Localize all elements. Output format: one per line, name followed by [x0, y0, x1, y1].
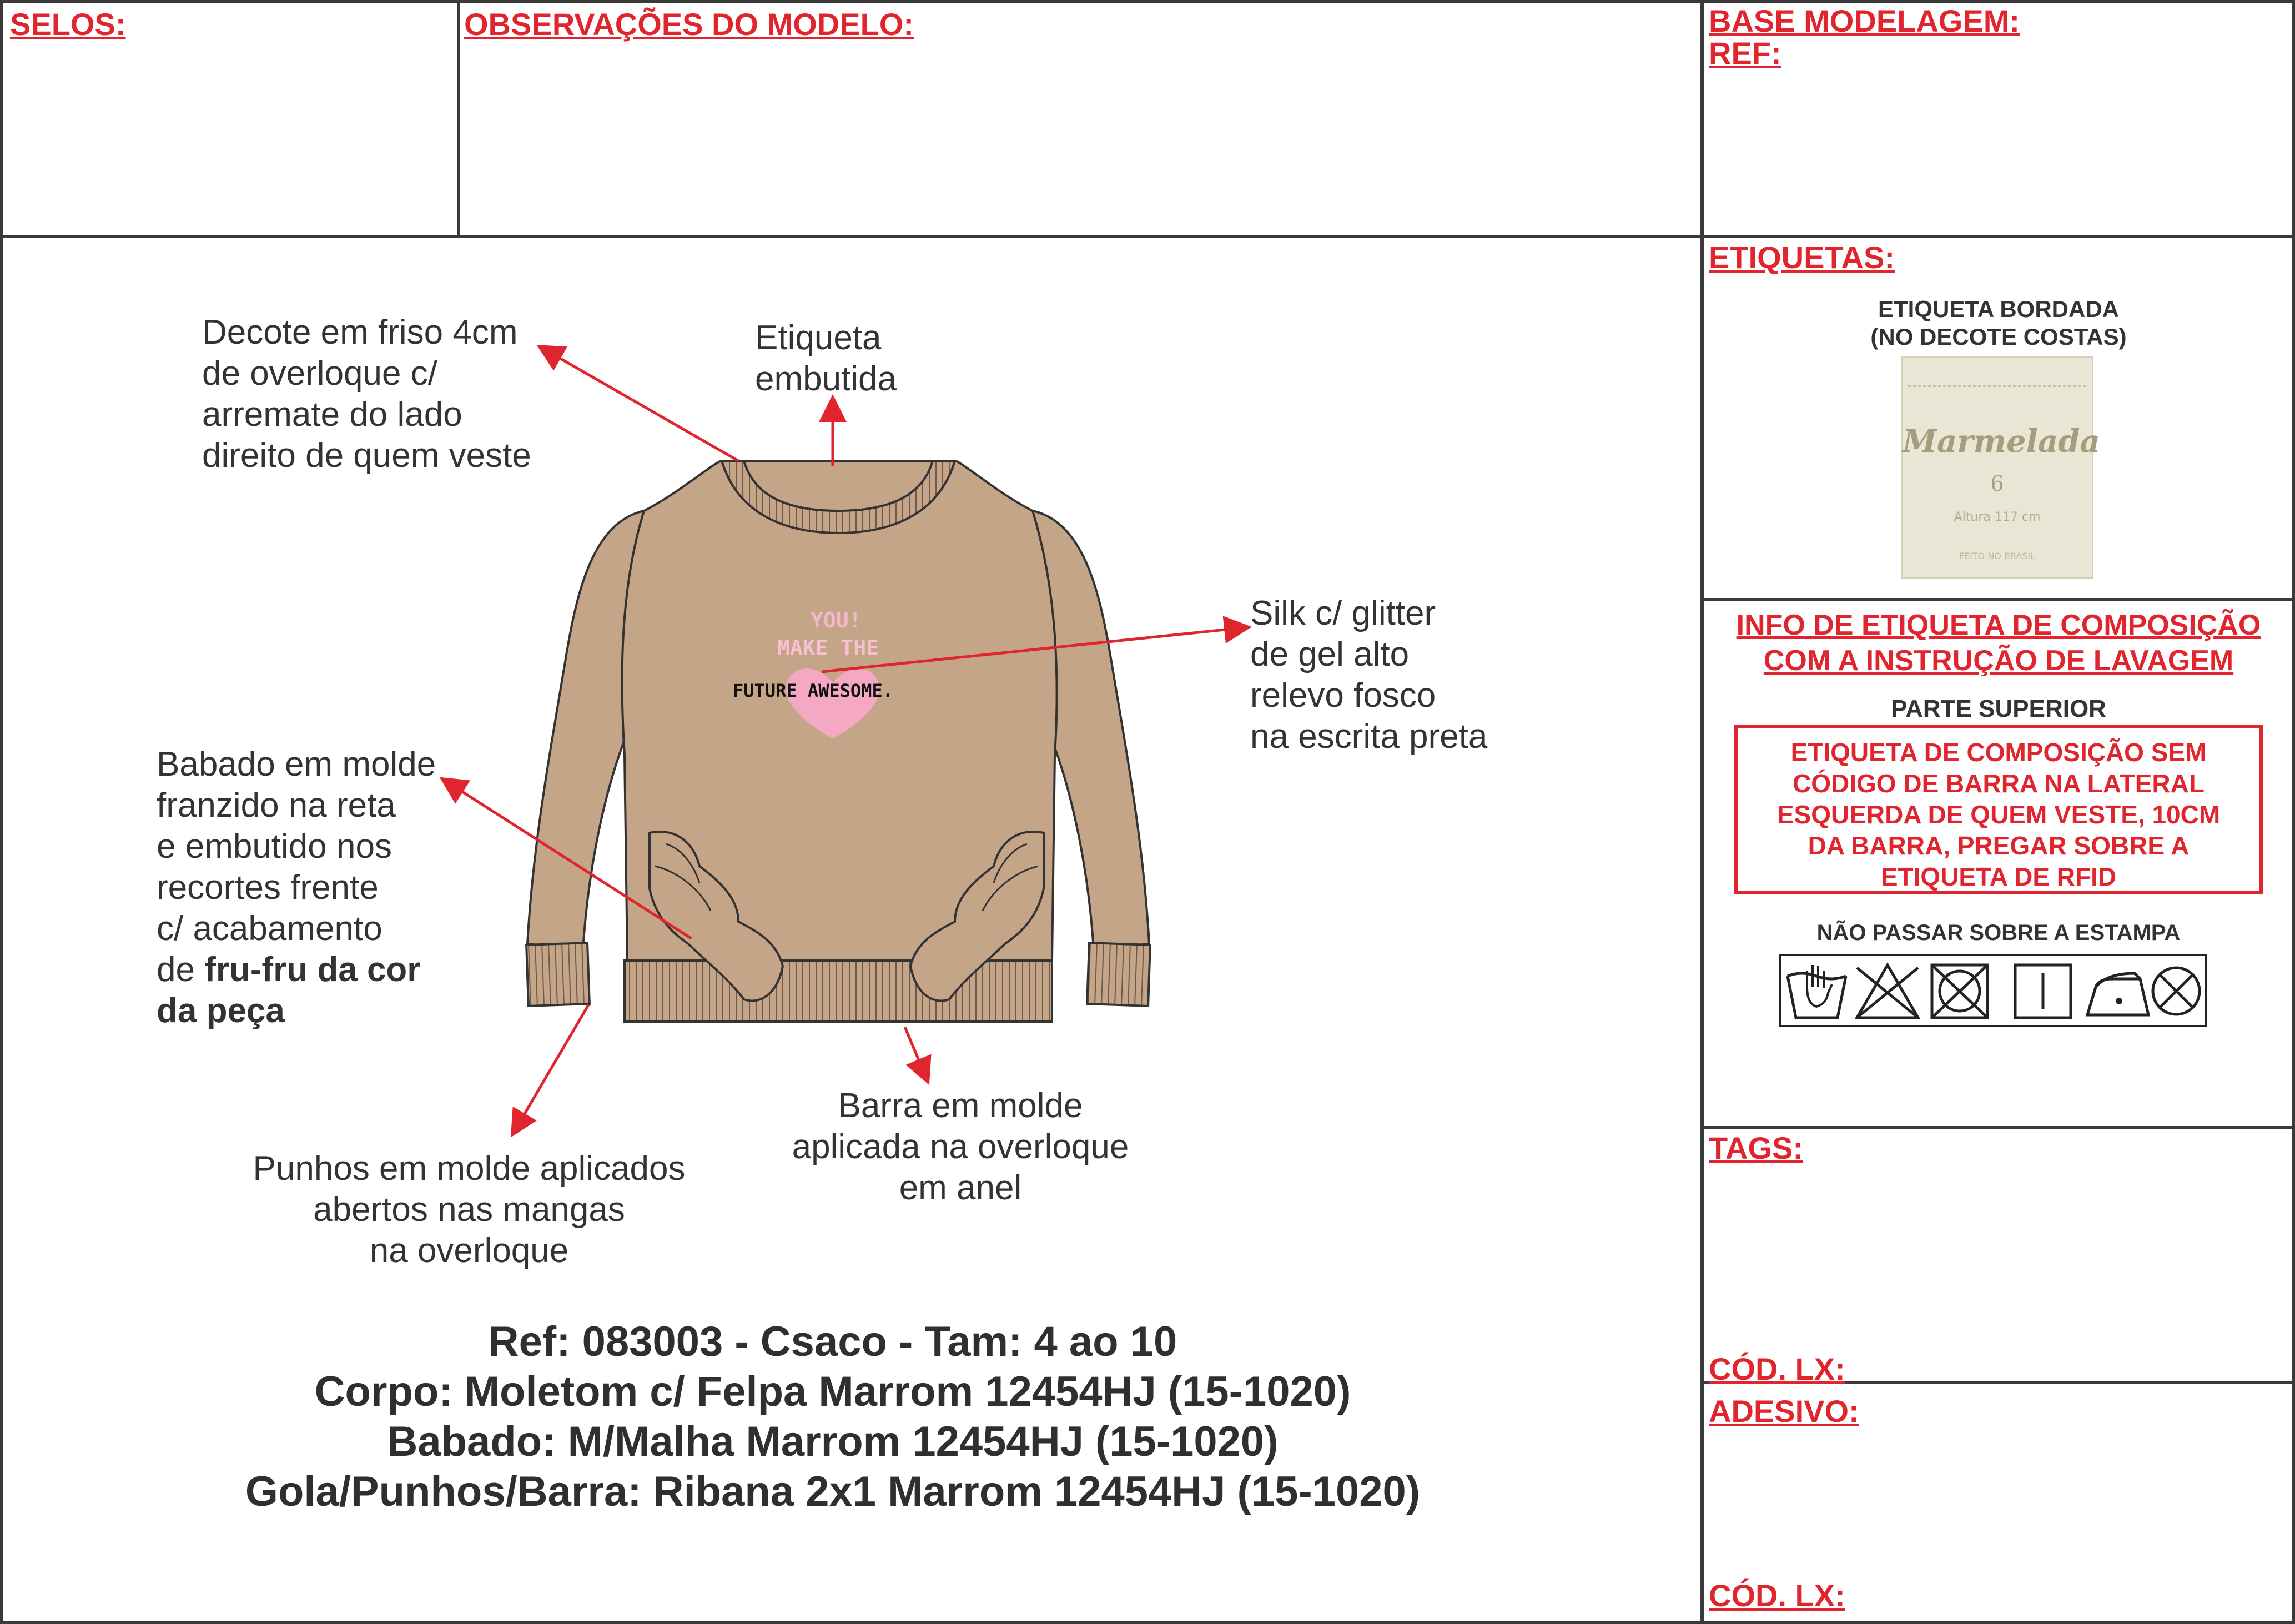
- tags-cod-lx: CÓD. LX:: [1709, 1351, 1845, 1386]
- arrow-punhos: [514, 1005, 588, 1133]
- label-size: 6: [1990, 471, 2004, 496]
- annotation-punhos-line: Punhos em molde aplicados: [253, 1149, 686, 1188]
- annotation-babado-bold: fru-fru da cor: [204, 951, 421, 989]
- selos-label: SELOS:: [10, 7, 126, 42]
- annotation-punhos-line: abertos nas mangas: [313, 1190, 625, 1229]
- print-line-2: MAKE THE: [777, 636, 879, 660]
- care-symbols: [1779, 954, 2207, 1027]
- adesivo-cod-lx: CÓD. LX:: [1709, 1578, 1845, 1613]
- adesivo-label: ADESIVO:: [1709, 1394, 1859, 1429]
- annotation-silk-line: relevo fosco: [1250, 676, 1436, 715]
- reference-line: Ref: 083003 - Csaco - Tam: 4 ao 10: [488, 1318, 1177, 1365]
- annotation-babado-bold: da peça: [157, 992, 285, 1030]
- annotation-decote-line: arremate do lado: [202, 395, 462, 434]
- label-made-in: FEITO NO BRASIL: [1959, 551, 2036, 561]
- divider-etiquetas: [1702, 598, 2295, 601]
- parte-superior: PARTE SUPERIOR: [1891, 695, 2106, 722]
- base-modelagem-label: BASE MODELAGEM:: [1709, 3, 2020, 38]
- composicao-box-line: ETIQUETA DE RFID: [1880, 862, 2117, 891]
- etiquetas-label: ETIQUETAS:: [1709, 240, 1895, 275]
- annotation-babado-line: recortes frente: [157, 868, 379, 907]
- print-line-3: FUTURE AWESOME.: [733, 680, 893, 701]
- annotation-decote-line: direito de quem veste: [202, 436, 531, 475]
- reference-line: Corpo: Moletom c/ Felpa Marrom 12454HJ (15-1020): [314, 1368, 1351, 1415]
- tags-label: TAGS:: [1709, 1130, 1804, 1165]
- annotation-silk-line: de gel alto: [1250, 635, 1410, 673]
- label-brand: Marmelada: [1903, 423, 2100, 460]
- composicao-title-1: INFO DE ETIQUETA DE COMPOSIÇÃO: [1736, 609, 2261, 641]
- composicao-box-line: ETIQUETA DE COMPOSIÇÃO SEM: [1790, 738, 2207, 767]
- annotation-babado-de: de: [157, 951, 205, 989]
- reference-line: Babado: M/Malha Marrom 12454HJ (15-1020): [387, 1418, 1279, 1465]
- arrow-barra: [905, 1027, 927, 1080]
- composicao-title-2: COM A INSTRUÇÃO DE LAVAGEM: [1763, 645, 2234, 677]
- annotation-babado-line: Babado em molde: [157, 745, 436, 783]
- annotation-punhos-line: na overloque: [369, 1231, 569, 1270]
- brand-label-image: [1901, 356, 2100, 579]
- composicao-box-line: ESQUERDA DE QUEM VESTE, 10CM: [1776, 800, 2221, 829]
- annotation-barra-line: Barra em molde: [838, 1087, 1083, 1125]
- print-line-1: YOU!: [811, 608, 862, 632]
- annotation-barra-line: em anel: [899, 1169, 1022, 1207]
- annotation-etiqueta-line: Etiqueta: [755, 319, 882, 357]
- composicao-box-line: CÓDIGO DE BARRA NA LATERAL: [1793, 769, 2205, 798]
- annotation-etiqueta-line: embutida: [755, 360, 897, 398]
- annotation-silk-line: Silk c/ glitter: [1250, 594, 1436, 632]
- annotation-babado-line: franzido na reta: [157, 786, 396, 824]
- annotation-babado-line: c/ acabamento: [157, 909, 382, 948]
- label-height: Altura 117 cm: [1954, 510, 2041, 524]
- arrow-decote: [541, 348, 738, 461]
- annotation-decote-line: Decote em friso 4cm: [202, 313, 518, 351]
- ref-label: REF:: [1709, 36, 1781, 71]
- divider-tags: [1702, 1126, 2295, 1129]
- nao-passar-note: NÃO PASSAR SOBRE A ESTAMPA: [1816, 921, 2181, 945]
- etiqueta-bordada-title: ETIQUETA BORDADA: [1878, 296, 2119, 322]
- arrow-silk: [822, 627, 1246, 672]
- etiqueta-bordada-subtitle: (NO DECOTE COSTAS): [1870, 324, 2127, 350]
- annotation-babado-line: e embutido nos: [157, 827, 392, 866]
- reference-line: Gola/Punhos/Barra: Ribana 2x1 Marrom 12454HJ (15-1020): [245, 1468, 1421, 1515]
- observacoes-label: OBSERVAÇÕES DO MODELO:: [464, 7, 914, 42]
- composicao-box-line: DA BARRA, PREGAR SOBRE A: [1808, 831, 2190, 860]
- annotation-silk-line: na escrita preta: [1250, 717, 1488, 756]
- arrow-babado: [444, 780, 691, 938]
- label-stitch-top: [1908, 385, 2086, 387]
- annotation-decote-line: de overloque c/: [202, 354, 437, 393]
- composicao-box: [1734, 725, 2263, 894]
- annotation-barra-line: aplicada na overloque: [792, 1128, 1129, 1166]
